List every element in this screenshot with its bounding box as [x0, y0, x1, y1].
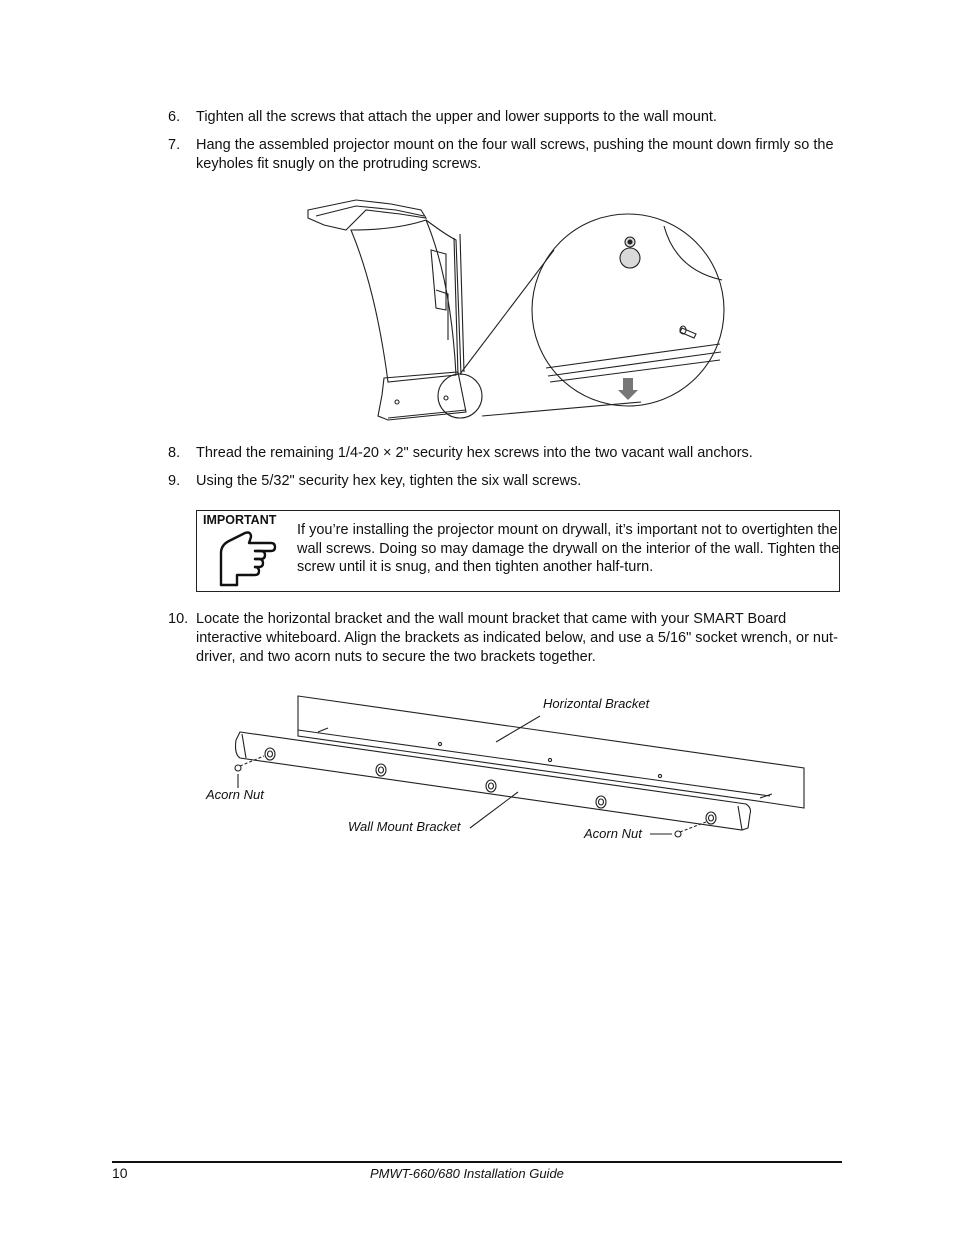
pointing-hand-icon	[215, 529, 277, 589]
arrow-down-icon	[618, 378, 638, 400]
label-acorn-nut-right: Acorn Nut	[584, 826, 642, 841]
label-horizontal-bracket: Horizontal Bracket	[543, 696, 650, 711]
important-text: If you’re installing the projector mount on drywall, it’s important not to overtighten the wall screws. Doing so may damage the drywall on the interior of the wall. Tighten the screw until it is snug, and then tighten another half-turn.	[297, 522, 840, 575]
bracket-bolt	[376, 764, 386, 776]
acorn-nut-right	[675, 831, 681, 837]
step-number: 7.	[168, 137, 181, 153]
bracket-bolt	[486, 780, 496, 792]
wall-screw	[680, 328, 696, 338]
bracket-bolt	[706, 812, 716, 824]
important-label: IMPORTANT	[203, 513, 277, 527]
step-text: Thread the remaining 1/4-20 × 2" security hex screws into the two vacant wall anchors.	[196, 445, 753, 461]
page-number: 10	[112, 1165, 128, 1181]
label-acorn-nut-left: Acorn Nut	[206, 787, 264, 802]
important-note	[196, 510, 840, 592]
keyhole-icon	[620, 248, 640, 268]
step-text: Tighten all the screws that attach the upper and lower supports to the wall mount.	[196, 109, 717, 125]
footer-rule	[112, 1161, 842, 1163]
step-number: 6.	[168, 109, 181, 125]
document-title: PMWT-660/680 Installation Guide	[370, 1166, 564, 1181]
step-number: 10.	[168, 611, 189, 627]
mount-top-arm	[308, 200, 426, 230]
step-text: Locate the horizontal bracket and the wall mount bracket that came with your SMART Board interactive whiteboard. Align the brackets as indicated below, and use a 5/16" socket wrench, or nut-driver, and two acorn nuts to secure the two brackets together.	[196, 611, 838, 665]
projector-mount-illustration	[296, 190, 736, 430]
step-number: 8.	[168, 445, 181, 461]
acorn-nut-left	[235, 765, 241, 771]
bracket-bolt	[596, 796, 606, 808]
step-text: Hang the assembled projector mount on the four wall screws, pushing the mount down firmly so the keyholes fit snugly on the protruding screws.	[196, 137, 834, 172]
bolt-screw	[318, 728, 328, 732]
bracket-bolt	[265, 748, 275, 760]
label-wall-mount-bracket: Wall Mount Bracket	[348, 819, 461, 834]
mount-lower-bracket	[378, 372, 466, 420]
step-text: Using the 5/32" security hex key, tighten the six wall screws.	[196, 473, 582, 489]
bracket-alignment-illustration	[200, 690, 820, 850]
mount-front-panel	[351, 220, 456, 382]
horizontal-bracket	[298, 696, 804, 808]
step-number: 9.	[168, 473, 181, 489]
